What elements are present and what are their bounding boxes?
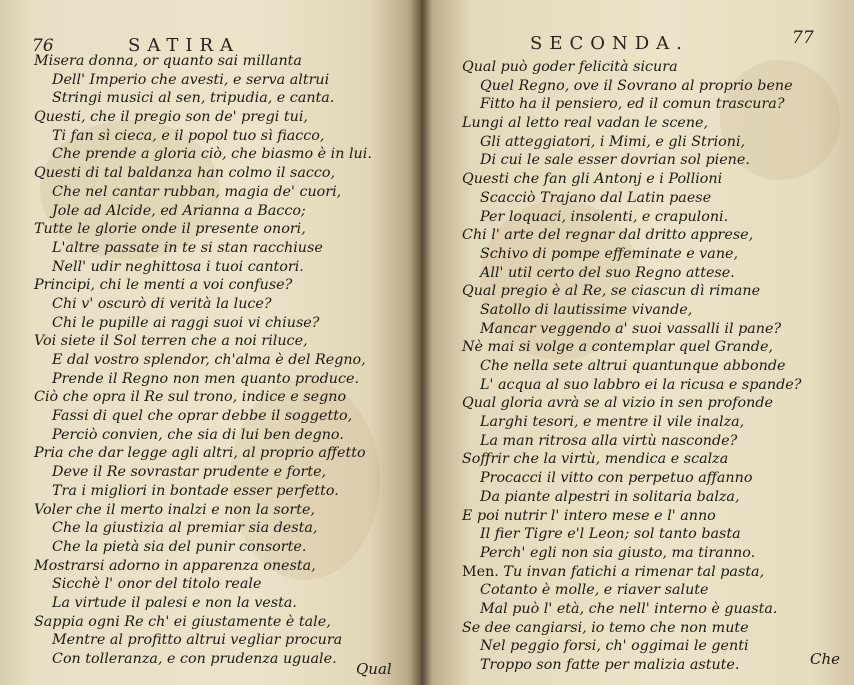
verse-text: Perch' egli non sia giusto, ma tiranno.: [480, 544, 756, 561]
left-catchword: Qual: [356, 660, 392, 678]
verse-text: Perciò convien, che sia di lui ben degno.: [52, 426, 344, 443]
verse-line: [34, 444, 372, 463]
verse-text: La virtude il palesi e non la vesta.: [52, 594, 297, 611]
verse-text: Per loquaci, insolenti, e crapuloni.: [480, 208, 729, 225]
verse-line: [462, 77, 801, 96]
verse-text: Sappia ogni Re ch' ei giustamente è tale,: [34, 613, 331, 630]
verse-line: [462, 95, 801, 114]
verse-line: [34, 202, 372, 221]
verse-line: [34, 538, 372, 557]
verse-line: [462, 525, 801, 544]
verse-text: Chi l' arte del regnar dal dritto apprese,: [462, 227, 754, 244]
verse-text: Satollo di lautissime vivande,: [480, 301, 693, 318]
verse-line: [34, 220, 372, 239]
verse-line: [34, 108, 372, 127]
verse-text: Che prende a gloria ciò, che biasmo è in lui.: [52, 146, 372, 163]
verse-line: [462, 208, 801, 227]
verse-text: Dell' Imperio che avesti, e serva altrui: [52, 71, 330, 88]
verse-text: Questi che fan gli Antonj e i Pollioni: [462, 171, 723, 188]
verse-line: [462, 488, 801, 507]
verse-line: [34, 426, 372, 445]
verse-line: [34, 89, 372, 108]
verse-text: Jole ad Alcide, ed Arianna a Bacco;: [52, 202, 306, 219]
verse-line: [462, 469, 801, 488]
verse-line: [462, 226, 801, 245]
verse-text: Tu invan fatichi a rimenar tal pasta,: [503, 563, 765, 580]
verse-text: Che nella sete altrui quantunque abbonde: [480, 358, 786, 374]
verse-line: [34, 650, 372, 669]
verse-text: Che la giustizia al premiar sia desta,: [52, 520, 318, 537]
verse-line: [34, 370, 372, 389]
verse-text: Stringi musici al sen, tripudia, e canta.: [52, 90, 335, 107]
verse-text: Troppo son fatte per malizia astute.: [480, 657, 740, 673]
verse-line: [34, 332, 372, 351]
verse-line: [34, 407, 372, 426]
verse-line: [34, 388, 372, 407]
verse-text: Qual può goder felicità sicura: [462, 59, 678, 75]
verse-line: [34, 631, 372, 650]
verse-line: [462, 151, 801, 170]
verse-text: Sicchè l' onor del titolo reale: [52, 576, 262, 593]
verse-line: [34, 482, 372, 501]
verse-line: [34, 463, 372, 482]
left-page-number: 76: [32, 36, 54, 56]
verse-line: [462, 619, 801, 638]
verse-text: Pria che dar legge agli altri, al proprio affetto: [34, 445, 366, 462]
verse-text: Quel Regno, ove il Sovrano al proprio bene: [480, 77, 793, 94]
right-verse-list: [462, 58, 801, 675]
verse-text: Tutte le glorie onde il presente onori,: [34, 221, 306, 238]
verse-line: [462, 432, 801, 451]
verse-line: [34, 613, 372, 632]
verse-text: Che la pietà sia del punir consorte.: [52, 538, 307, 555]
right-page: [420, 0, 854, 685]
book-gutter: [410, 0, 432, 685]
verse-line: [34, 71, 372, 90]
verse-line: [462, 282, 801, 301]
verse-line: [34, 52, 372, 71]
verse-text: Fitto ha il pensiero, ed il comun trascura?: [480, 96, 785, 113]
verse-line: [34, 575, 372, 594]
verse-text: Cotanto è molle, e riaver salute: [480, 582, 709, 599]
verse-text: Mancar veggendo a' suoi vassalli il pane?: [480, 320, 782, 337]
verse-line: [462, 544, 801, 563]
verse-text: Nell' udir neghittosa i tuoi cantori.: [52, 258, 304, 275]
verse-line: [34, 164, 372, 183]
verse-line: [34, 314, 372, 333]
verse-line: [34, 145, 372, 164]
right-catchword: Che: [810, 650, 841, 668]
verse-line: [462, 637, 801, 656]
verse-text: Nel peggio forsi, ch' oggimai le genti: [480, 638, 749, 655]
verse-line: [462, 320, 801, 339]
verse-text: Da piante alpestri in solitaria balza,: [480, 488, 740, 505]
verse-text: Con tolleranza, e con prudenza uguale.: [52, 651, 337, 667]
verse-text: E dal vostro splendor, ch'alma è del Regno,: [52, 352, 366, 368]
verse-text: Qual pregio è al Re, se ciascun dì rimane: [462, 283, 761, 300]
verse-line: [462, 301, 801, 320]
verse-text: Procacci il vitto con perpetuo affanno: [480, 470, 753, 487]
verse-line: [462, 563, 801, 582]
verse-line: [34, 557, 372, 576]
verse-line: [462, 58, 801, 77]
verse-line: [34, 501, 372, 520]
verse-line: [462, 376, 801, 395]
verse-text: La man ritrosa alla virtù nasconde?: [480, 432, 738, 449]
verse-line: [462, 170, 801, 189]
verse-text: Fassi di quel che oprar debbe il soggetto,: [52, 408, 353, 425]
verse-text: All' util certo del suo Regno attese.: [480, 264, 735, 281]
verse-text: Mostrarsi adorno in apparenza onesta,: [34, 557, 316, 574]
verse-text: Prende il Regno non men quanto produce.: [52, 370, 359, 387]
verse-text: Se dee cangiarsi, io temo che non mute: [462, 619, 749, 636]
verse-line: [462, 600, 801, 619]
verse-text: Voi siete il Sol terren che a noi riluce,: [34, 333, 308, 350]
verse-text: Ti fan sì cieca, e il popol tuo sì fiacco,: [52, 127, 325, 144]
verse-text: Voler che il merto inalzi e non la sorte,: [34, 501, 315, 518]
right-page-number: 77: [792, 28, 814, 48]
right-running-head: SECONDA.: [530, 33, 689, 54]
speaker-label: Men.: [462, 563, 499, 580]
verse-text: Di cui le sale esser dovrian sol piene.: [480, 152, 750, 169]
verse-text: Nè mai si volge a contemplar quel Grande,: [462, 339, 773, 356]
verse-text: Gli atteggiatori, i Mimi, e gli Strioni,: [480, 133, 746, 150]
verse-text: Scacciò Trajano dal Latin paese: [480, 189, 712, 206]
verse-line: [462, 413, 801, 432]
verse-line: [462, 338, 801, 357]
verse-text: Misera donna, or quanto sai millanta: [34, 53, 302, 69]
verse-line: [462, 245, 801, 264]
verse-line: [462, 656, 801, 675]
verse-line: [34, 276, 372, 295]
verse-text: Questi, che il pregio son de' pregi tui,: [34, 109, 308, 126]
verse-line: [462, 581, 801, 600]
verse-line: [34, 239, 372, 258]
verse-text: Deve il Re sovrastar prudente e forte,: [52, 464, 327, 481]
verse-line: [462, 114, 801, 133]
left-running-head: SATIRA: [128, 35, 241, 56]
verse-text: Principi, chi le menti a voi confuse?: [34, 277, 293, 294]
verse-text: Ciò che opra il Re sul trono, indice e segno: [34, 389, 347, 406]
verse-line: [34, 183, 372, 202]
verse-line: [462, 450, 801, 469]
verse-text: Chi le pupille ai raggi suoi vi chiuse?: [52, 314, 320, 331]
verse-text: Soffrir che la virtù, mendica e scalza: [462, 451, 729, 468]
verse-text: Lungi al letto real vadan le scene,: [462, 115, 709, 132]
verse-line: [462, 133, 801, 152]
verse-text: Schivo di pompe effeminate e vane,: [480, 245, 739, 262]
verse-line: [462, 357, 801, 376]
verse-text: L'altre passate in te si stan racchiuse: [52, 239, 323, 256]
verse-line: [462, 394, 801, 413]
left-page: [0, 0, 420, 685]
verse-line: [34, 258, 372, 277]
verse-text: L' acqua al suo labbro ei la ricusa e spande?: [480, 376, 802, 393]
verse-text: Mal può l' età, che nell' interno è guasta.: [480, 600, 778, 617]
verse-text: Questi di tal baldanza han colmo il sacco,: [34, 165, 336, 182]
verse-line: [462, 189, 801, 208]
verse-text: Mentre al profitto altrui vegliar procura: [52, 632, 343, 649]
verse-line: [34, 351, 372, 370]
verse-text: Chi v' oscurò di verità la luce?: [52, 295, 272, 312]
verse-line: [34, 295, 372, 314]
verse-text: Qual gloria avrà se al vizio in sen profonde: [462, 395, 773, 412]
verse-line: [462, 264, 801, 283]
left-verse-list: [34, 52, 372, 669]
verse-text: Larghi tesori, e mentre il vile inalza,: [480, 414, 745, 431]
verse-line: [34, 127, 372, 146]
verse-line: [34, 519, 372, 538]
verse-text: Tra i migliori in bontade esser perfetto.: [52, 482, 339, 499]
verse-line: [462, 507, 801, 526]
verse-line: [34, 594, 372, 613]
verse-text: Che nel cantar rubban, magia de' cuori,: [52, 183, 342, 200]
verse-text: E poi nutrir l' intero mese e l' anno: [462, 507, 716, 524]
verse-text: Il fier Tigre e'l Leon; sol tanto basta: [480, 526, 741, 543]
